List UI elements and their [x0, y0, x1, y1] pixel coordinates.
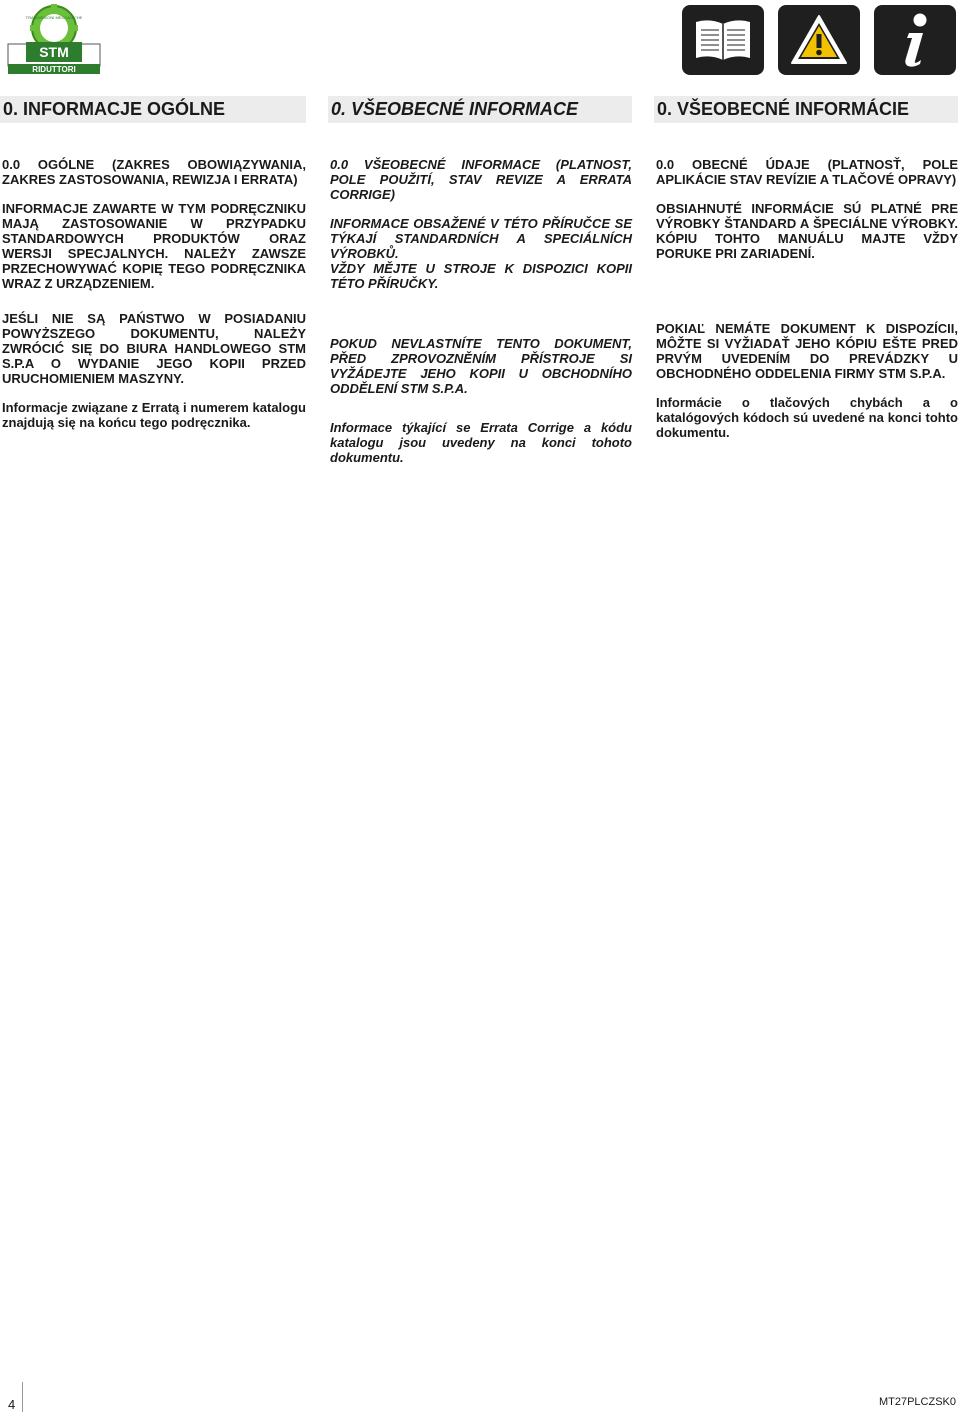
paragraph-cz-2: POKUD NEVLASTNÍTE TENTO DOKUMENT, PŘED ZPROVOZNĚNÍM PŘÍSTROJE SI VYŽÁDEJTE JEHO KOPII U OBCHODNÍHO ODDĚLENÍ STM S.P.A.: [330, 336, 632, 396]
paragraph-pl-2: JEŚLI NIE SĄ PAŃSTWO W POSIADANIU POWYŻSZEGO DOKUMENTU, NALEŻY ZWRÓCIĆ SIĘ DO BIURA HANDLOWEGO STM S.P.A O WYDANIE JEGO KOPII PRZED URUCHOMIENIEM MASZYNY.: [2, 311, 306, 386]
paragraph-cz-1: INFORMACE OBSAŽENÉ V TÉTO PŘÍRUČCE SE TÝKAJÍ STANDARDNÍCH A SPECIÁLNÍCH VÝROBKŮ.: [330, 216, 632, 261]
section-heading-sk: 0. VŠEOBECNÉ INFORMÁCIE: [654, 96, 958, 123]
safety-icons-bar: [682, 5, 956, 75]
section-heading-cz: 0. VŠEOBECNÉ INFORMACE: [328, 96, 632, 123]
subheading-cz: 0.0 VŠEOBECNÉ INFORMACE (PLATNOST, POLE POUŽITÍ, STAV REVIZE A ERRATA CORRIGE): [330, 157, 632, 202]
column-polish: [0, 96, 306, 439]
paragraph-sk-3: Informácie o tlačových chybách a o katalógových kódoch sú uvedené na konci tohto dokumentu.: [656, 395, 958, 440]
stm-logo: [6, 4, 102, 76]
paragraph-pl-3: Informacje związane z Erratą i numerem katalogu znajdują się na końcu tego podręcznika.: [2, 400, 306, 430]
section-heading-pl: 0. INFORMACJE OGÓLNE: [0, 96, 306, 123]
column-czech: [328, 96, 632, 474]
paragraph-cz-1b: VŽDY MĚJTE U STROJE K DISPOZICI KOPII TÉTO PŘÍRUČKY.: [330, 261, 632, 291]
info-icon: [874, 5, 956, 75]
paragraph-sk-2: POKIAĽ NEMÁTE DOKUMENT K DISPOZÍCII, MÔŽTE SI VYŽIADAŤ JEHO KÓPIU EŠTE PRED PRVÝM UVEDENÍM DO PREVÁDZKY U OBCHODNÉHO ODDELENIA FIRMY STM S.P.A.: [656, 321, 958, 381]
manual-book-icon: [682, 5, 764, 75]
column-slovak: [654, 96, 958, 449]
footer-divider: [22, 1382, 23, 1412]
subheading-pl: 0.0 OGÓLNE (ZAKRES OBOWIĄZYWANIA, ZAKRES ZASTOSOWANIA, REWIZJA I ERRATA): [2, 157, 306, 187]
logo-ring-text: TRASMISSIONI MECCANICHE: [25, 15, 83, 20]
document-code: MT27PLCZSK0: [878, 1396, 956, 1408]
paragraph-pl-1: INFORMACJE ZAWARTE W TYM PODRĘCZNIKU MAJĄ ZASTOSOWANIE W PRZYPADKU STANDARDOWYCH PRODUKTÓW ORAZ WERSJI SPECJALNYCH. NALEŻY ZAWSZE PRZECHOWYWAĆ KOPIĘ TEGO PODRĘCZNIKA WRAZ Z URZĄDZENIEM.: [2, 201, 306, 291]
page-number: 4: [8, 1397, 16, 1412]
subheading-sk: 0.0 OBECNÉ ÚDAJE (PLATNOSŤ, POLE APLIKÁCIE STAV REVÍZIE A TLAČOVÉ OPRAVY): [656, 157, 958, 187]
warning-icon: [778, 5, 860, 75]
logo-tagline: RIDUTTORI: [32, 65, 76, 74]
paragraph-cz-3: Informace týkající se Errata Corrige a kódu katalogu jsou uvedeny na konci tohoto dokumentu.: [330, 420, 632, 465]
paragraph-sk-1: OBSIAHNUTÉ INFORMÁCIE SÚ PLATNÉ PRE VÝROBKY ŠTANDARD A ŠPECIÁLNE VÝROBKY. KÓPIU TOHTO MANUÁLU MAJTE VŽDY PORUKE PRI ZARIADENÍ.: [656, 201, 958, 261]
logo-brand: STM: [39, 44, 69, 60]
